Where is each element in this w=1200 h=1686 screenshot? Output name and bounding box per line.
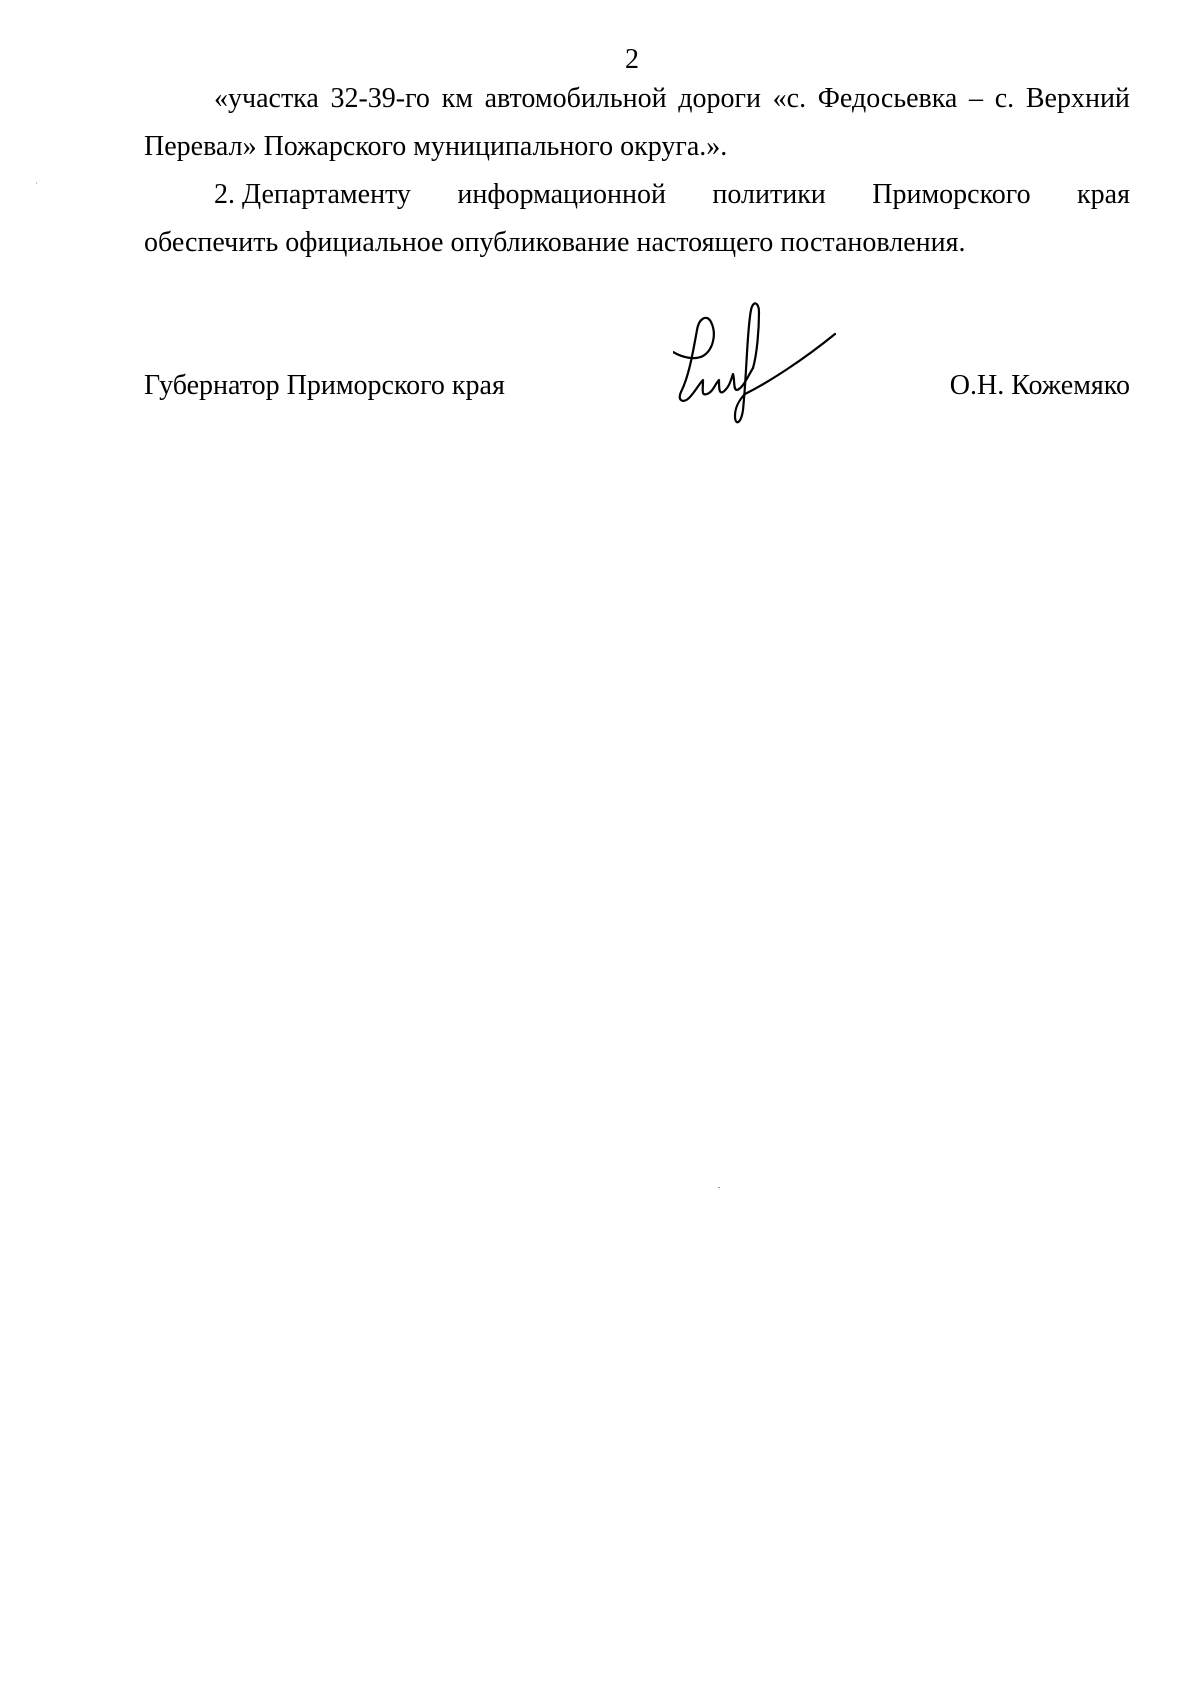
word: с. (994, 83, 1015, 114)
line-text: Перевал» Пожарского муниципального округа.». (144, 131, 728, 162)
word: 2. Департаменту (214, 179, 411, 210)
word: информационной (457, 179, 666, 210)
paragraph-2-line-2 (144, 219, 1130, 267)
paragraph-1-line-1 (144, 75, 1130, 123)
line-text: обеспечить официальное опубликование настоящего постановления. (144, 227, 966, 258)
word: 32-39-го (330, 83, 430, 114)
word: «с. (772, 83, 807, 114)
word: км (441, 83, 473, 114)
word: автомобильной (484, 83, 667, 114)
word: – (969, 83, 984, 114)
word: Приморского (872, 179, 1031, 210)
scan-speck (718, 1187, 720, 1188)
word: «участка (214, 83, 319, 114)
word: Верхний (1025, 83, 1130, 114)
paragraph-2-line-1 (144, 171, 1130, 219)
signer-title: Губернатор Приморского края (144, 370, 505, 401)
signature-block (144, 366, 1130, 406)
scan-speck (36, 182, 37, 184)
paragraph-item-2 (144, 171, 1130, 267)
word: Федосьевка (817, 83, 958, 114)
signer-name: О.Н. Кожемяко (949, 370, 1130, 401)
word: дороги (678, 83, 761, 114)
page-number: 2 (625, 44, 639, 75)
handwritten-signature (673, 300, 858, 460)
word: политики (712, 179, 826, 210)
paragraph-1-line-2 (144, 123, 1130, 171)
document-body (144, 75, 1130, 267)
paragraph-continuation (144, 75, 1130, 171)
word: края (1077, 179, 1130, 210)
